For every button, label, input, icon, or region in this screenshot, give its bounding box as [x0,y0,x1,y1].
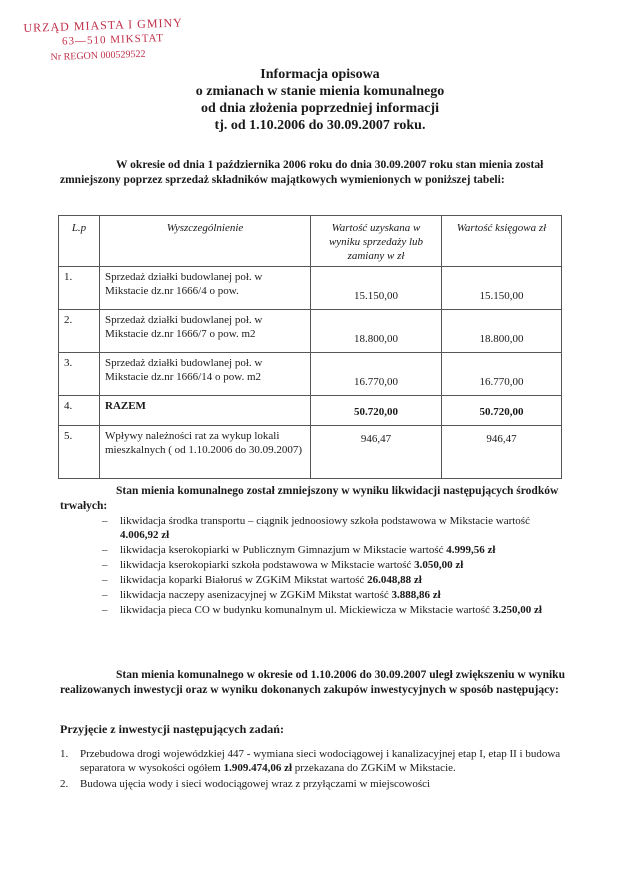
stamp-line-2: 63—510 MIKSTAT [61,32,165,48]
row-value: 18.800,00 [311,310,442,353]
title-line-3: od dnia złożenia poprzedniej informacji [201,101,439,116]
list-item [100,558,570,572]
row-value: 946,47 [311,426,442,479]
item-text: Budowa ujęcia wody i sieci wodociągowej wraz z przyłączami w miejscowości [80,778,431,790]
table-row [59,426,562,479]
row-lp: 1. [59,267,100,310]
investments-list [60,747,565,793]
list-item [60,747,565,775]
item-text: likwidacja naczepy asenizacyjnej w ZGKiM Mikstat wartość [120,589,392,601]
row-book-value: 18.800,00 [442,310,562,353]
item-amount: 4.999,56 zł [446,544,496,556]
total-value: 50.720,00 [311,396,442,426]
investments-heading: Przyjęcie z inwestycji następujących zadań: [60,722,284,736]
header-book-value: Wartość księgowa zł [442,216,562,267]
stamp-line-1: URZĄD MIASTA I GMINY [23,15,184,35]
table-total-row [59,396,562,426]
document-title [120,66,520,134]
item-number: 2. [60,778,69,790]
list-item [100,514,570,542]
item-text: likwidacja kserokopiarki w Publicznym Gimnazjum w Mikstacie wartość [120,544,447,556]
item-amount: 1.909.474,06 zł [223,762,293,774]
header-value: Wartość uzyskana w wyniku sprzedaży lub zamiany w zł [311,216,442,267]
item-amount: 3.888,86 zł [391,589,441,601]
table-header-row [59,216,562,267]
row-lp: 4. [59,396,100,426]
table-row [59,267,562,310]
item-text: likwidacja kserokopiarki szkoła podstawowa w Mikstacie wartość [120,559,415,571]
item-text-tail: przekazana do ZGKiM w Mikstacie. [292,762,456,774]
list-item [100,543,570,557]
row-description: Wpływy należności rat za wykup lokali mieszkalnych ( od 1.10.2006 do 30.09.2007) [100,426,311,479]
total-label: RAZEM [100,396,311,426]
office-stamp [23,15,194,66]
header-description: Wyszczególnienie [100,216,311,267]
item-text: likwidacja koparki Białoruś w ZGKiM Mikstat wartość [120,574,368,586]
item-text: likwidacja środka transportu – ciągnik jednoosiowy szkoła podstawowa w Mikstacie wartość [120,515,530,527]
row-description: Sprzedaż działki budowlanej poł. w Mikstacie dz.nr 1666/4 o pow. [100,267,311,310]
item-amount: 3.250,00 zł [492,604,542,616]
row-value: 16.770,00 [311,353,442,396]
row-lp: 2. [59,310,100,353]
item-number: 1. [60,748,69,760]
title-line-2: o zmianach w stanie mienia komunalnego [195,84,445,99]
row-lp: 5. [59,426,100,479]
increase-paragraph: Stan mienia komunalnego w okresie od 1.10.2006 do 30.09.2007 uległ zwiększeniu w wyniku realizowanych inwestycji oraz w wyniku dokonanych zakupów inwestycyjnych w sposób następujący: [60,669,565,696]
item-text: Przebudowa drogi wojewódzkiej 447 - wymiana sieci wodociągowej i kanalizacyjnej etap I, etap II i budowa separatora w wysokości ogółem [80,748,561,774]
total-book-value: 50.720,00 [442,396,562,426]
item-text: likwidacja pieca CO w budynku komunalnym ul. Mickiewicza w Mikstacie wartość [120,604,493,616]
list-item [100,588,570,602]
list-item [100,573,570,587]
list-item [100,603,570,617]
row-book-value: 16.770,00 [442,353,562,396]
stamp-line-3: Nr REGON 000529522 [50,48,146,64]
header-lp: L.p [59,216,100,267]
row-book-value: 946,47 [442,426,562,479]
item-amount: 4.006,92 zł [120,529,170,541]
row-lp: 3. [59,353,100,396]
row-value: 15.150,00 [311,267,442,310]
table-row [59,353,562,396]
decrease-paragraph: Stan mienia komunalnego został zmniejszony w wyniku likwidacji następujących środków trwałych: [60,485,559,512]
item-amount: 26.048,88 zł [367,574,422,586]
liquidation-list [100,514,570,618]
title-line-4: tj. od 1.10.2006 do 30.09.2007 roku. [214,118,426,133]
sales-table [58,215,562,479]
row-book-value: 15.150,00 [442,267,562,310]
title-line-1: Informacja opisowa [260,67,380,82]
row-description: Sprzedaż działki budowlanej poł. w Mikstacie dz.nr 1666/7 o pow. m2 [100,310,311,353]
table-row [59,310,562,353]
intro-paragraph: W okresie od dnia 1 października 2006 roku do dnia 30.09.2007 roku stan mienia został zmniejszony poprzez sprzedaż składników majątkowych wymienionych w poniższej tabeli: [60,159,544,186]
list-item [60,777,565,791]
row-description: Sprzedaż działki budowlanej poł. w Mikstacie dz.nr 1666/14 o pow. m2 [100,353,311,396]
item-amount: 3.050,00 zł [414,559,464,571]
